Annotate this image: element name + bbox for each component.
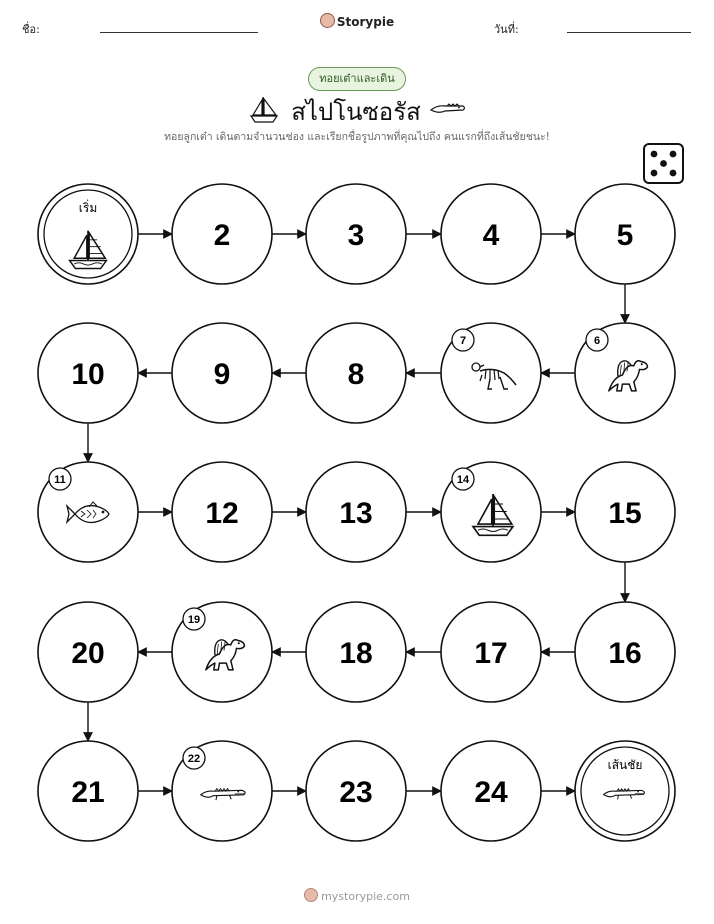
date-label: วันที่: [494, 23, 519, 36]
board-space-14 [441, 462, 541, 562]
instructions: ทอยลูกเต๋า เดินตามจำนวนช่อง และเรียกชื่อรูปภาพที่คุณไปถึง คนแรกที่ถึงเส้นชัยชนะ! [164, 131, 550, 143]
board-space-23 [306, 741, 406, 841]
storypie-logo-icon [304, 888, 318, 902]
finish-label: เส้นชัย [607, 758, 643, 772]
space-number: 14 [456, 474, 470, 486]
start-label: เริ่ม [78, 201, 98, 215]
space-number: 6 [593, 335, 601, 347]
space-number: 23 [339, 776, 373, 809]
board-space-18 [306, 602, 406, 702]
space-number: 13 [339, 497, 373, 530]
board-space-8 [306, 323, 406, 423]
board-space-13 [306, 462, 406, 562]
space-number: 8 [347, 358, 365, 391]
name-label: ชื่อ: [22, 23, 40, 36]
space-number: 19 [187, 614, 201, 626]
brand-name: Storypie [336, 15, 395, 29]
start-space [38, 184, 138, 284]
board-space-15 [575, 462, 675, 562]
space-number: 5 [616, 219, 634, 252]
space-number: 7 [459, 335, 467, 347]
board-space-24 [441, 741, 541, 841]
space-number: 17 [474, 637, 508, 670]
board-space-9 [172, 323, 272, 423]
board-space-12 [172, 462, 272, 562]
space-number: 9 [213, 358, 231, 391]
board-space-16 [575, 602, 675, 702]
board-space-2 [172, 184, 272, 284]
page-title-text: สไปโนซอรัส [291, 98, 421, 126]
board-space-7 [441, 323, 541, 423]
space-number: 4 [482, 219, 500, 252]
board-space-19 [172, 602, 272, 702]
space-number: 15 [608, 497, 642, 530]
space-number: 18 [339, 637, 373, 670]
space-number: 22 [187, 753, 201, 765]
space-number: 10 [71, 358, 105, 391]
finish-space [575, 741, 675, 841]
space-number: 24 [474, 776, 508, 809]
board-space-20 [38, 602, 138, 702]
game-type-badge: ทอยเต๋าและเดิน [308, 67, 406, 91]
board-space-5 [575, 184, 675, 284]
space-number: 11 [54, 474, 66, 486]
space-number: 3 [347, 219, 365, 252]
board-space-11 [38, 462, 138, 562]
space-number: 12 [205, 497, 239, 530]
board-space-17 [441, 602, 541, 702]
board-space-3 [306, 184, 406, 284]
dice-icon [644, 144, 683, 183]
board-space-4 [441, 184, 541, 284]
board-space-6 [575, 323, 675, 423]
space-number: 20 [71, 637, 105, 670]
board-space-21 [38, 741, 138, 841]
footer-url[interactable]: mystorypie.com [321, 890, 410, 903]
footer [0, 888, 714, 903]
space-number: 2 [213, 219, 231, 252]
board-cells [38, 184, 675, 841]
space-number: 21 [71, 776, 105, 809]
board-space-10 [38, 323, 138, 423]
board-space-22 [172, 741, 272, 841]
space-number: 16 [608, 637, 642, 670]
